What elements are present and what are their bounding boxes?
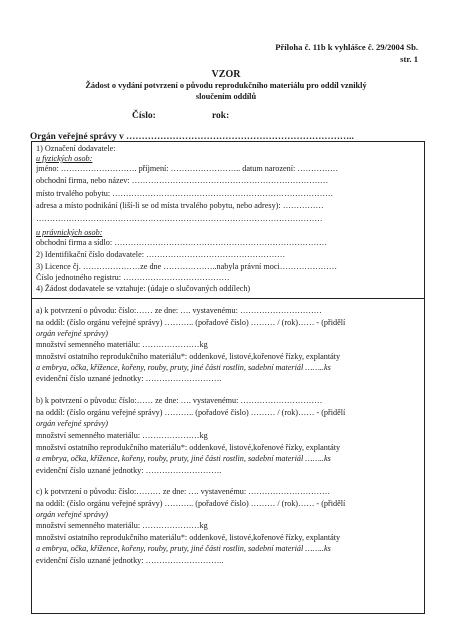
section-a-section-line[interactable]: na oddíl: (číslo orgánu veřejné správy) ……….. (pořadové číslo) ……… / (rok)…… - (přidělí <box>36 318 346 327</box>
section-b-certificate-line[interactable]: b) k potvrzení o původu: číslo:…… ze dne: …. vystavenému: ………………………… <box>36 396 323 405</box>
document-title-line2: sloučením oddílů <box>195 92 257 101</box>
section-a-certificate-line[interactable]: a) k potvrzení o původu: číslo:…… ze dne: …. vystavenému: ………………………… <box>36 306 322 315</box>
address-continuation-line[interactable]: …………………………………………………………………………………………… <box>36 214 323 223</box>
section-c-other-material: množství ostatního reprodukčního materiálu*: oddenkové, listové,kořenové řízky, explantáty <box>36 533 341 542</box>
section-b-section-line[interactable]: na oddíl: (číslo orgánu veřejné správy) ……….. (pořadové číslo) ……… / (rok)…… - (přidělí <box>36 408 346 417</box>
section-c-material-list[interactable]: a embrya, očka, křížence, kořeny, rouby, pruty, jiné části rostlin, sadební materiál ……..ks <box>36 544 331 553</box>
section-c-registration-number[interactable]: evidenční číslo uznané jednotky: ……………………….. <box>36 556 224 565</box>
rok-label: rok: <box>212 111 230 121</box>
section-b-authority-note: orgán veřejné správy) <box>36 419 108 428</box>
natural-persons-heading: u fyzických osob: <box>36 154 93 163</box>
section-b-other-material: množství ostatního reprodukčního materiálu*: oddenkové, listové,kořenové řízky, explantáty <box>36 443 341 452</box>
section-a-registration-number[interactable]: evidenční číslo uznané jednotky: ………………………. <box>36 374 222 383</box>
attachment-reference: Příloha č. 11b k vyhlášce č. 29/2004 Sb. <box>275 42 418 52</box>
name-field-line[interactable]: jméno: ………………………. příjmení: …………………….. datum narození: …………… <box>36 164 339 173</box>
section-c-certificate-line[interactable]: c) k potvrzení o původu: číslo:……… ze dne: …. vystavenému: ………………………… <box>36 487 331 496</box>
section-a-other-material: množství ostatního reprodukčního materiálu*: oddenkové, listové,kořenové řízky, explantáty <box>36 352 341 361</box>
request-scope-line: 4) Žádost dodavatele se vztahuje: (údaje o slučovaných oddílech) <box>36 284 251 293</box>
section-a-seed-quantity[interactable]: množství semenného materiálu: …………………kg <box>36 340 208 349</box>
section-divider <box>31 298 425 299</box>
business-address-field-line[interactable]: adresa a místo podnikání (liší-li se od místa trvalého pobytu, nebo adresy): …………… <box>36 201 324 210</box>
section-a-authority-note: orgán veřejné správy) <box>36 329 108 338</box>
licence-field-line[interactable]: 3) Licence čj. …………………ze dne ………………..nabyla právní moci………………… <box>36 262 338 271</box>
authority-line: Orgán veřejné správy v ……………………………………………………………….. <box>30 132 354 142</box>
section-c-section-line[interactable]: na oddíl: (číslo orgánu veřejné správy) ……….. (pořadové číslo) ……… / (rok)…… - (přidělí <box>36 499 346 508</box>
section-c-authority-note: orgán veřejné správy) <box>36 510 108 519</box>
business-name-field-line[interactable]: obchodní firma, nebo název: ……………………………………………………………… <box>36 176 329 185</box>
residence-field-line[interactable]: místo trvalého pobytu: ……………………………………………………………………… <box>36 189 334 198</box>
page-number: str. 1 <box>400 54 418 64</box>
section-c-seed-quantity[interactable]: množství semenného materiálu: …………………kg <box>36 521 208 530</box>
document-title-line1: Žádost o vydání potvrzení o původu reprodukčního materiálu pro oddíl vzniklý <box>85 81 367 90</box>
section-b-material-list[interactable]: a embrya, očka, křížence, kořeny, rouby, pruty, jiné části rostlin, sadební materiál ……..ks <box>36 454 331 463</box>
legal-name-field-line[interactable]: obchodní firma a sídlo: …………………………………………………………………… <box>36 238 328 247</box>
cislo-label: Číslo: <box>132 111 156 121</box>
section-a-material-list[interactable]: a embrya, očka, křížence, kořeny, rouby, pruty, jiné části rostlin, sadební materiál ……..ks <box>36 363 331 372</box>
supplier-id-field-line[interactable]: 2) Identifikační číslo dodavatele: …………………………………………… <box>36 250 286 259</box>
register-number-field-line[interactable]: Číslo jednotného registru: ………………………………… <box>36 273 230 282</box>
section-b-seed-quantity[interactable]: množství semenného materiálu: …………………kg <box>36 431 208 440</box>
vzor-heading: VZOR <box>211 69 241 80</box>
supplier-heading: 1) Označení dodavatele: <box>36 144 116 153</box>
legal-persons-heading: u právnických osob: <box>36 228 103 237</box>
section-b-registration-number[interactable]: evidenční číslo uznané jednotky: ………………………. <box>36 466 222 475</box>
